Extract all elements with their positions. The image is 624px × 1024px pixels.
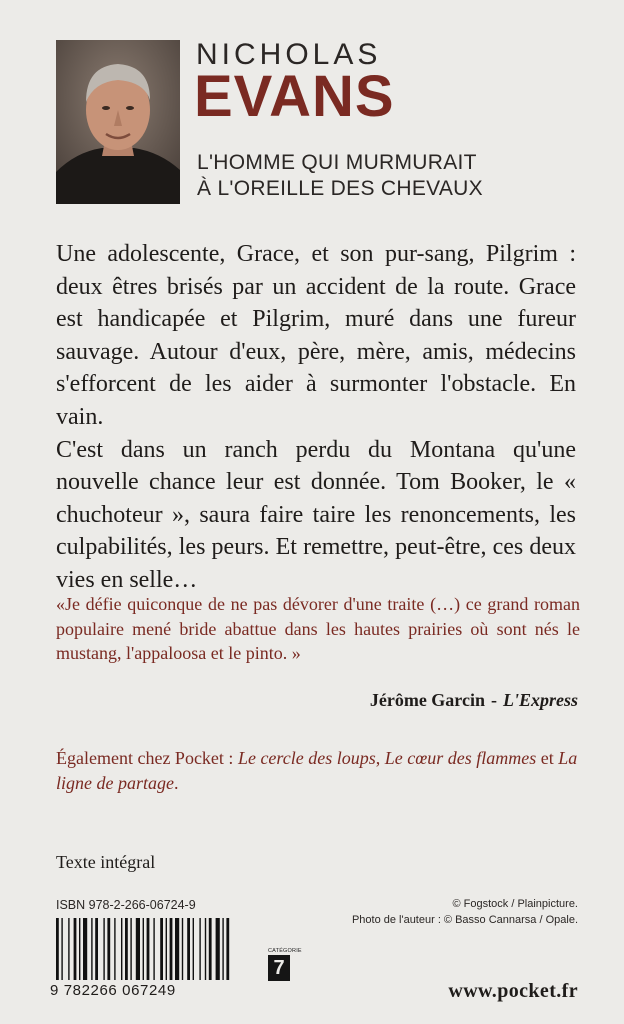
book-title	[197, 150, 597, 202]
review-separator: -	[490, 690, 497, 710]
image-credits	[352, 896, 578, 928]
also-sep-2: et	[536, 748, 559, 768]
author-last-name: EVANS	[194, 64, 395, 129]
review-quote: «Je défie quiconque de ne pas dévorer d'une traite (…) ce grand roman populaire mené bride abattue dans les hautes prairies où sont nés le mustang, l'appaloosa et le pinto. »	[56, 594, 580, 663]
barcode	[56, 918, 236, 1014]
review-publication: L'Express	[502, 690, 578, 710]
also-book-2: Le cœur des flammes	[384, 748, 537, 768]
credit-line-1: © Fogstock / Plainpicture.	[452, 898, 578, 910]
author-photo	[56, 40, 180, 204]
blurb-paragraph-2: C'est dans un ranch perdu du Montana qu'une nouvelle chance leur est donnée. Tom Booker, le « chuchoteur », saura faire taire les renoncements, les culpabilités, les peurs. Et remettre, peut-être, ces deux vies en selle…	[56, 436, 576, 593]
barcode-digits: 9 782266 067249	[50, 982, 176, 999]
isbn: ISBN 978-2-266-06724-9	[56, 898, 196, 912]
also-book-3: La ligne de partage	[56, 748, 578, 793]
review-critic: Jérôme Garcin	[369, 690, 485, 710]
publisher-website: www.pocket.fr	[448, 980, 578, 1002]
author-first-name: NICHOLAS	[196, 38, 382, 71]
edition-note: Texte intégral	[56, 852, 156, 872]
also-end: .	[173, 772, 179, 793]
author-portrait-image	[56, 40, 180, 204]
review-attribution	[56, 690, 578, 711]
category-number: 7	[268, 955, 290, 981]
blurb-paragraph-1: Une adolescente, Grace, et son pur-sang, Pilgrim : deux êtres brisés par un accident de la route. Grace est handicapée et Pilgrim, muré dans une fureur sauvage. Autour d'eux, père, mère, amis, médecins s'efforcent de les aider à surmonter l'obstacle. En vain.	[56, 241, 576, 430]
book-title-line-1: L'HOMME QUI MURMURAIT	[197, 151, 477, 174]
also-by-author	[56, 746, 580, 795]
also-intro: Également chez Pocket :	[56, 748, 238, 768]
also-book-1: Le cercle des loups	[237, 748, 376, 768]
also-sep-1: ,	[375, 748, 385, 768]
category-badge	[268, 948, 302, 981]
book-blurb	[56, 238, 576, 597]
barcode-bars	[56, 918, 236, 980]
book-title-line-2: À L'OREILLE DES CHEVAUX	[197, 177, 483, 200]
credit-line-2: Photo de l'auteur : © Basso Cannarsa / Opale.	[351, 914, 578, 926]
category-label: CATÉGORIE	[268, 948, 302, 954]
